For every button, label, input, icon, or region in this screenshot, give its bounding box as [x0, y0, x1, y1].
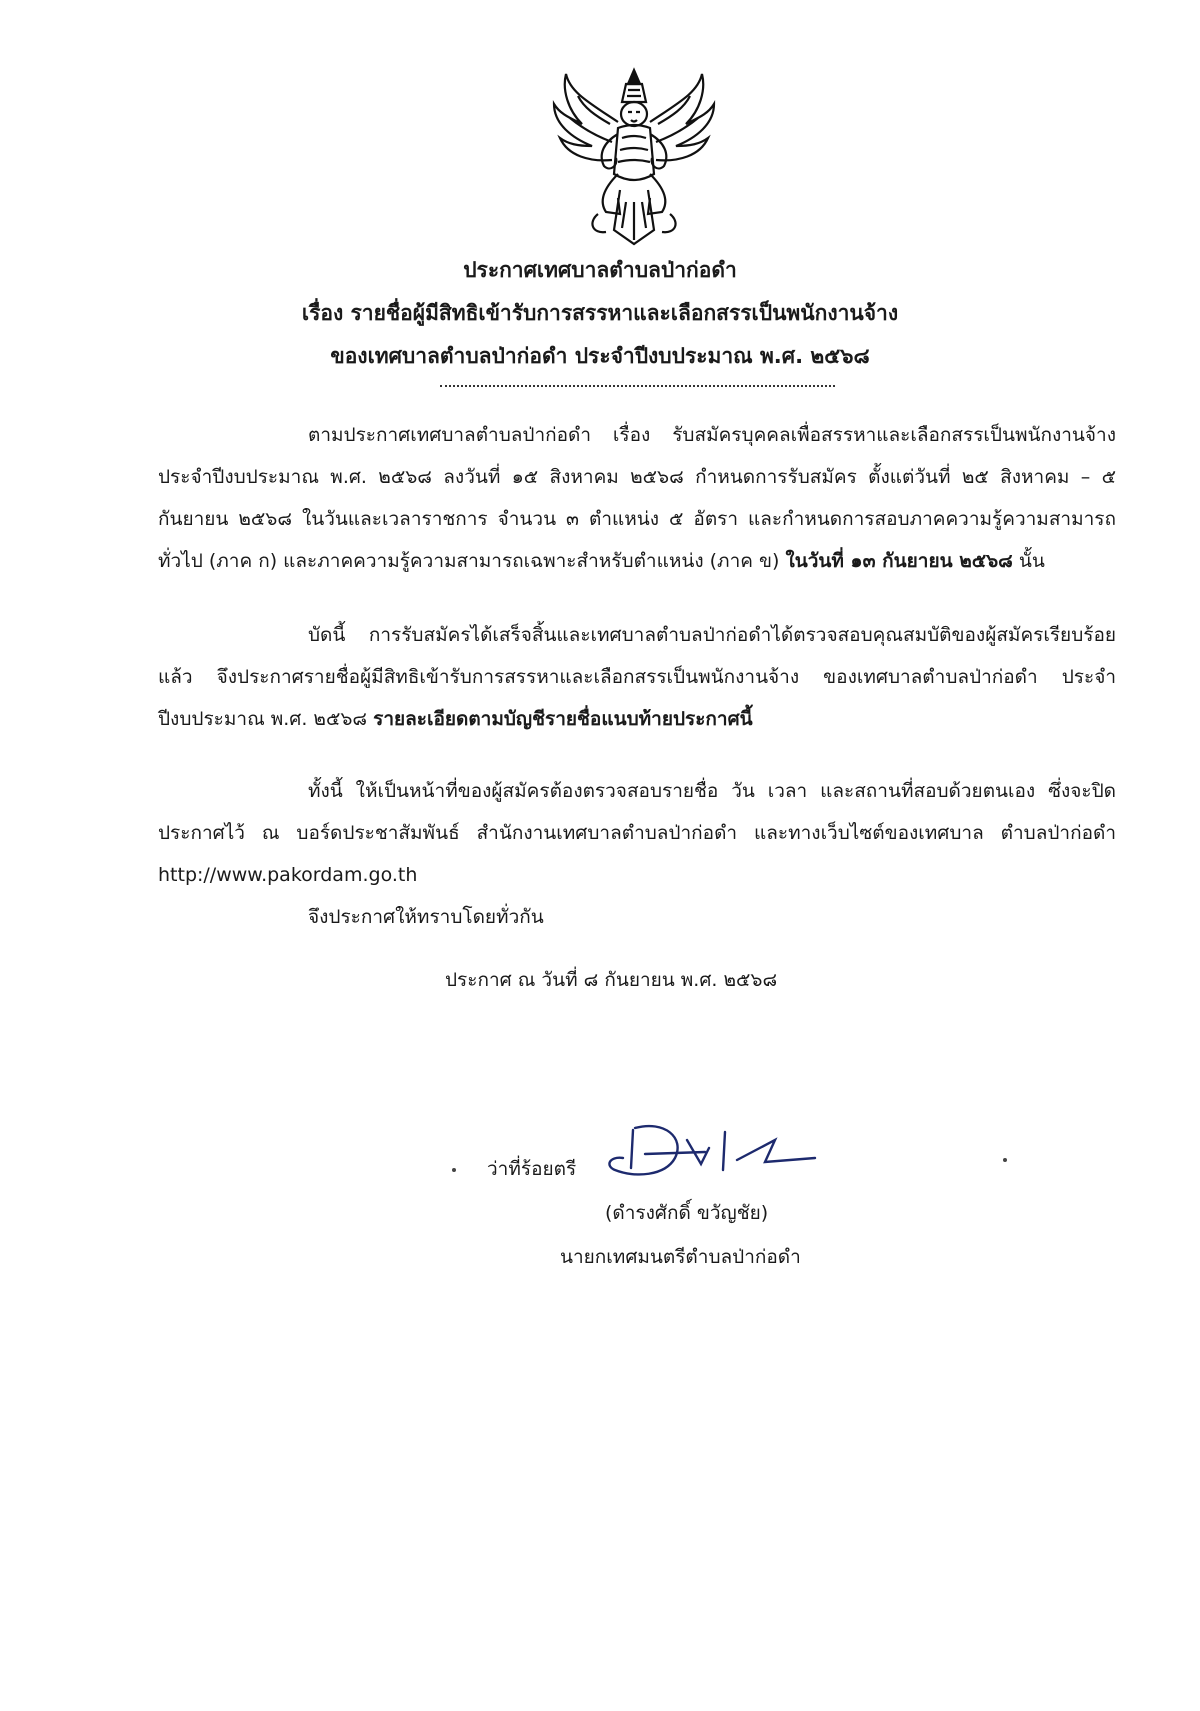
dotted-divider: [440, 385, 835, 387]
paragraph-1-bold: ในวันที่ ๑๓ กันยายน ๒๕๖๘: [785, 550, 1013, 572]
announcement-subject: เรื่อง รายชื่อผู้มีสิทธิเข้ารับการสรรหาและเลือกสรรเป็นพนักงานจ้าง: [301, 301, 899, 325]
paragraph-2-bold: รายละเอียดตามบัญชีรายชื่อแนบท้ายประกาศนี้: [373, 708, 753, 730]
garuda-emblem-icon: [548, 62, 720, 252]
paragraph-2: [158, 614, 1116, 740]
scan-speck: [452, 1168, 456, 1172]
closing-line: จึงประกาศให้ทราบโดยทั่วกัน: [308, 906, 544, 928]
signer-name: (ดำรงศักดิ์ ขวัญชัย): [605, 1202, 769, 1224]
paragraph-3: [158, 770, 1116, 896]
scan-speck: [1003, 1158, 1007, 1162]
paragraph-1-end: นั้น: [1012, 550, 1045, 572]
paragraph-3-text: ทั้งนี้ ให้เป็นหน้าที่ของผู้สมัครต้องตรวจสอบรายชื่อ วัน เวลา และสถานที่สอบด้วยตนเอง ซึ่งจะปิดประกาศไว้ ณ บอร์ดประชาสัมพันธ์ สำนักงานเทศบาลตำบลป่าก่อดำ และทางเว็บไซต์ของเทศบาล ตำบลป่าก่อดำ http://www.pakordam.go.th: [158, 780, 1116, 886]
announcement-title: ประกาศเทศบาลตำบลป่าก่อดำ: [463, 258, 737, 282]
handwritten-signature-icon: [605, 1118, 825, 1198]
paragraph-1: [158, 414, 1116, 582]
paragraph-1-text: ตามประกาศเทศบาลตำบลป่าก่อดำ เรื่อง รับสมัครบุคคลเพื่อสรรหาและเลือกสรรเป็นพนักงานจ้าง ประจำปีงบประมาณ พ.ศ. ๒๕๖๘ ลงวันที่ ๑๕ สิงหาคม ๒๕๖๘ กำหนดการรับสมัคร ตั้งแต่วันที่ ๒๕ สิงหาคม – ๕ กันยายน ๒๕๖๘ ในวันและเวลาราชการ จำนวน ๓ ตำแหน่ง ๕ อัตรา และกำหนดการสอบภาคความรู้ความสามารถทั่วไป (ภาค ก) และภาคความรู้ความสามารถเฉพาะสำหรับตำแหน่ง (ภาค ข): [158, 424, 1116, 572]
signer-position: นายกเทศมนตรีตำบลป่าก่อดำ: [560, 1246, 801, 1268]
announcement-subject-line2: ของเทศบาลตำบลป่าก่อดำ ประจำปีงบประมาณ พ.ศ. ๒๕๖๘: [330, 344, 870, 368]
announcement-date: ประกาศ ณ วันที่ ๘ กันยายน พ.ศ. ๒๕๖๘: [445, 969, 778, 991]
paragraph-2-text: บัดนี้ การรับสมัครได้เสร็จสิ้นและเทศบาลตำบลป่าก่อดำได้ตรวจสอบคุณสมบัติของผู้สมัครเรียบร้อยแล้ว จึงประกาศรายชื่อผู้มีสิทธิเข้ารับการสรรหาและเลือกสรรเป็นพนักงานจ้าง ของเทศบาลตำบลป่าก่อดำ ประจำปีงบประมาณ พ.ศ. ๒๕๖๘: [158, 624, 1116, 730]
signer-rank: ว่าที่ร้อยตรี: [487, 1158, 577, 1180]
